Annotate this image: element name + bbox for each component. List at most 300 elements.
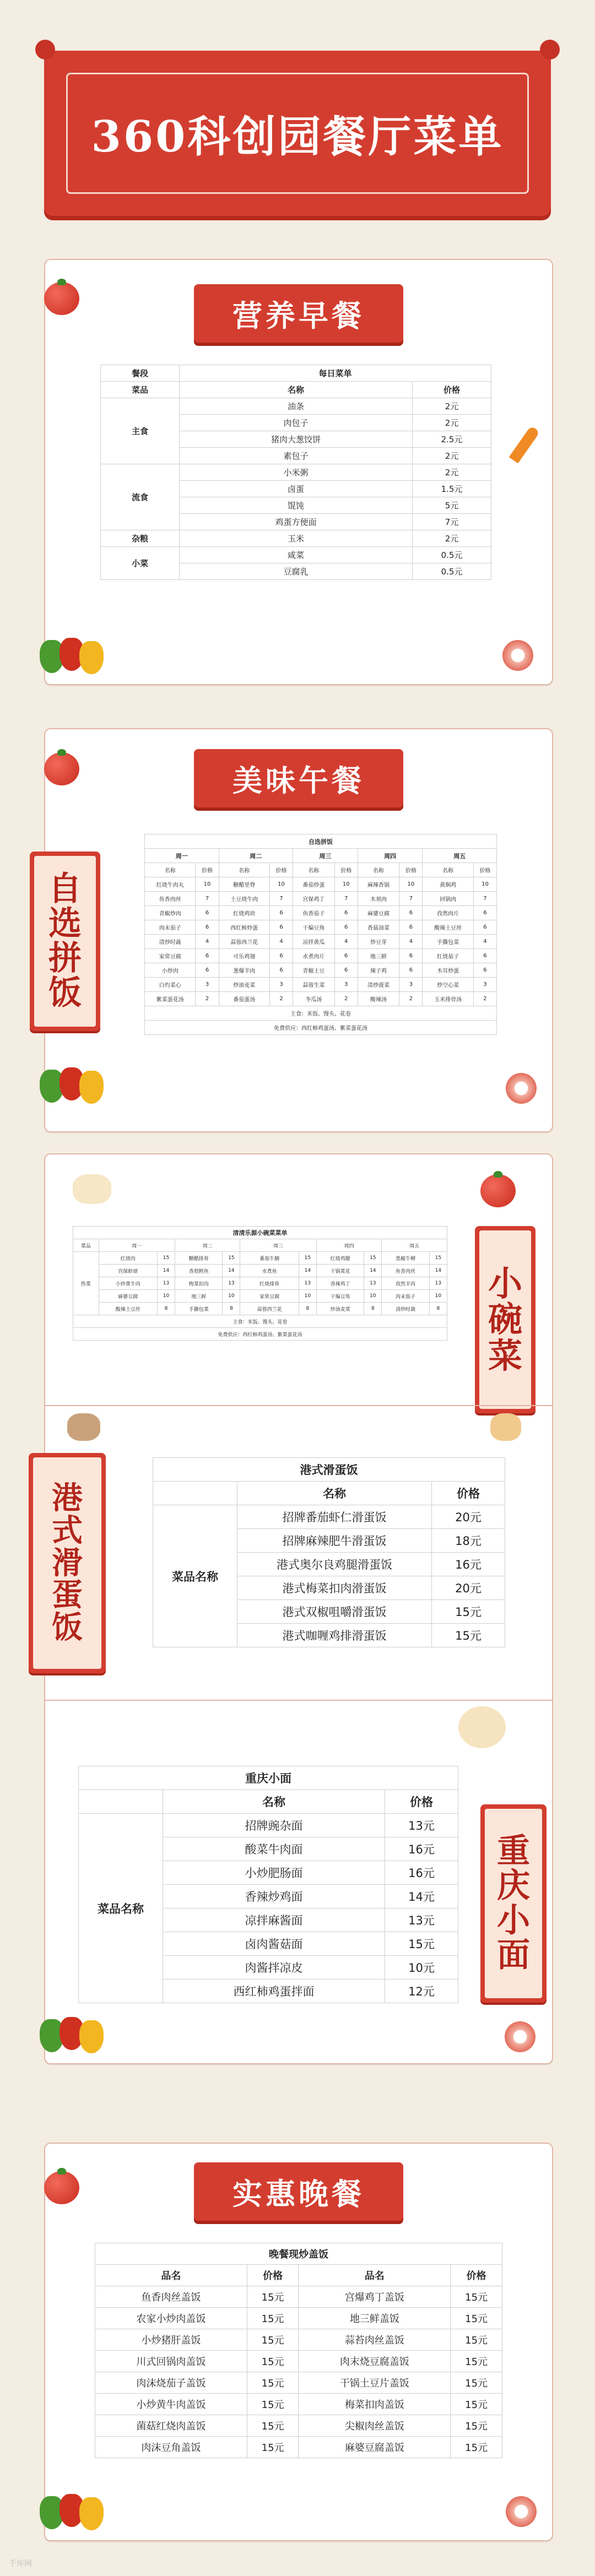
dish-name: 肉末茄子 [382, 1290, 429, 1303]
day-header: 周五 [382, 1239, 447, 1252]
dish-name: 梅菜扣肉盖饭 [299, 2394, 451, 2415]
hk-table [153, 1457, 505, 1647]
dish-name: 红烧茄子 [423, 949, 473, 963]
dish-name: 炒油麦菜 [316, 1303, 364, 1315]
column-header: 名称 [145, 863, 196, 877]
table-row [153, 1505, 505, 1529]
side-label-char: 重 [497, 1832, 530, 1870]
table-row [101, 365, 491, 382]
dish-price: 15元 [247, 2351, 299, 2372]
dish-price: 15元 [247, 2372, 299, 2394]
title-frame [66, 73, 529, 194]
hk-side-label-text [33, 1457, 101, 1669]
side-label-char: 式 [52, 1512, 83, 1549]
dish-name: 番茄牛腩 [240, 1252, 299, 1265]
dish-price: 15 [157, 1252, 175, 1265]
dish-price: 6 [196, 920, 219, 935]
dish-name: 酸菜牛肉面 [163, 1837, 385, 1861]
dish-price: 10 [157, 1290, 175, 1303]
dish-name: 酸辣土豆丝 [423, 920, 473, 935]
table-row [79, 1766, 458, 1790]
tomato-icon [480, 1174, 516, 1207]
side-label-char: 选 [48, 904, 82, 943]
dish-price: 6 [334, 963, 358, 978]
table-row [95, 2394, 502, 2415]
tomato-icon [44, 282, 79, 315]
dish-price: 10元 [385, 1956, 458, 1980]
noodle-icon [458, 1706, 506, 1748]
dish-price: 13元 [385, 1908, 458, 1932]
dish-price: 3 [270, 978, 293, 992]
dish-name: 梅菜扣肉 [175, 1277, 222, 1290]
dish-price: 3 [399, 978, 423, 992]
dish-name: 冬瓜汤 [293, 992, 335, 1006]
dish-price: 15元 [247, 2437, 299, 2458]
dish-name: 蒜蓉西兰花 [240, 1303, 299, 1315]
dish-name: 港式咖喱鸡排滑蛋饭 [237, 1624, 432, 1647]
dish-price: 6 [270, 949, 293, 963]
dish-name: 清炒时蔬 [145, 935, 196, 949]
dinner-banner-text: 实惠晚餐 [232, 2176, 365, 2211]
dish-price: 15元 [432, 1600, 505, 1624]
side-label-char: 碗 [488, 1299, 522, 1340]
table-title: 港式滑蛋饭 [153, 1458, 505, 1482]
dish-name: 红烧鸡腿 [316, 1252, 364, 1265]
dish-price: 8 [223, 1303, 240, 1315]
dish-price: 1.5元 [413, 481, 491, 497]
table-title: 重庆小面 [79, 1766, 458, 1790]
lunch-banner [194, 749, 403, 807]
dish-price: 12元 [385, 1980, 458, 2003]
dish-name: 小炒黄牛肉 [99, 1277, 157, 1290]
dish-price: 10 [270, 877, 293, 892]
dish-price: 0.5元 [413, 547, 491, 563]
table-row [95, 2308, 502, 2329]
dish-price: 15元 [451, 2351, 502, 2372]
side-label-char: 面 [497, 1936, 530, 1975]
dish-price: 8 [429, 1303, 447, 1315]
dish-name: 干煸豆角 [316, 1290, 364, 1303]
dish-price: 18元 [432, 1529, 505, 1553]
dish-price: 10 [196, 877, 219, 892]
category-cell: 流食 [101, 464, 180, 530]
divider [44, 1700, 552, 1701]
dish-name: 红烧鸡块 [219, 906, 269, 920]
ham-icon [502, 640, 533, 671]
dish-name: 葱爆羊肉 [219, 963, 269, 978]
small-bowl-side-label-text [479, 1230, 531, 1409]
dish-name: 孜然羊肉 [382, 1277, 429, 1290]
dish-name: 红烧肉 [99, 1252, 157, 1265]
table-row [101, 382, 491, 398]
dish-name: 炒空心菜 [423, 978, 473, 992]
dish-name: 麻婆豆腐 [358, 906, 399, 920]
table-row [101, 530, 491, 547]
dish-price: 6 [473, 906, 496, 920]
dish-name: 肉末茄子 [145, 920, 196, 935]
dish-price: 2 [270, 992, 293, 1006]
dish-name: 卤肉酱菇面 [163, 1932, 385, 1956]
category-cell: 菜品名称 [153, 1505, 237, 1647]
dish-name: 鱼香肉丝 [145, 892, 196, 906]
dish-price: 6 [399, 920, 423, 935]
table-header: 每日菜单 [180, 365, 491, 382]
dish-price: 4 [334, 935, 358, 949]
dish-name: 豆腐乳 [180, 563, 413, 580]
column-header: 价格 [196, 863, 219, 877]
column-header: 价格 [334, 863, 358, 877]
dish-price: 6 [473, 920, 496, 935]
side-label-char: 自 [48, 870, 82, 908]
dish-price: 14 [364, 1265, 382, 1277]
cq-side-label-text [485, 1809, 542, 1998]
dish-name: 宫爆鸡丁盖饭 [299, 2286, 451, 2308]
table-title: 自选拼饭 [145, 834, 497, 849]
dish-name: 香辣炒鸡面 [163, 1885, 385, 1908]
dish-name: 红烧牛肉丸 [145, 877, 196, 892]
dish-price: 15元 [451, 2394, 502, 2415]
dish-price: 2元 [413, 448, 491, 464]
table-title: 晚餐现炒盖饭 [95, 2243, 502, 2265]
table-row [101, 547, 491, 563]
table-row [145, 834, 497, 849]
day-header: 周二 [175, 1239, 240, 1252]
side-label-char: 滑 [52, 1544, 83, 1581]
dish-price: 6 [270, 906, 293, 920]
dish-name: 宫保鸡丁 [293, 892, 335, 906]
lunch-banner-text: 美味午餐 [232, 762, 365, 798]
dish-price: 6 [334, 906, 358, 920]
dish-name: 玉米排骨汤 [423, 992, 473, 1006]
table-row [145, 978, 497, 992]
table-row [95, 2243, 502, 2265]
dish-name: 卤蛋 [180, 481, 413, 497]
table-row [145, 1021, 497, 1035]
dish-price: 15元 [247, 2415, 299, 2437]
table-row [79, 1814, 458, 1837]
table-row [73, 1328, 447, 1341]
column-header: 名称 [237, 1482, 432, 1505]
dish-price: 2元 [413, 415, 491, 431]
table-row [73, 1303, 447, 1315]
dish-name: 馄饨 [180, 497, 413, 514]
dish-price: 7元 [413, 514, 491, 530]
hk-side-label [29, 1453, 106, 1673]
dish-name: 油条 [180, 398, 413, 415]
small-bowl-table [73, 1226, 447, 1341]
table-row [95, 2286, 502, 2308]
dish-price: 4 [270, 935, 293, 949]
side-label-char: 小 [488, 1263, 522, 1304]
category-cell: 菜品名称 [79, 1814, 163, 2003]
table-row [145, 920, 497, 935]
category-cell: 热菜 [73, 1252, 99, 1315]
tomato-icon [44, 752, 79, 785]
dish-price: 8 [157, 1303, 175, 1315]
breakfast-banner [194, 284, 403, 343]
dish-name: 港式梅菜扣肉滑蛋饭 [237, 1576, 432, 1600]
dish-price: 13元 [385, 1814, 458, 1837]
table-row [95, 2265, 502, 2286]
side-label-char: 蛋 [52, 1577, 83, 1614]
dish-price: 4 [196, 935, 219, 949]
dish-price: 15元 [451, 2308, 502, 2329]
dish-price: 7 [473, 892, 496, 906]
column-header: 价格 [413, 382, 491, 398]
dish-price: 4 [399, 935, 423, 949]
column-header: 名称 [423, 863, 473, 877]
dish-name: 干锅土豆片盖饭 [299, 2372, 451, 2394]
dish-price: 6 [270, 963, 293, 978]
dish-price: 10 [473, 877, 496, 892]
lunch-table [144, 834, 497, 1035]
table-row [95, 2372, 502, 2394]
table-row [79, 1790, 458, 1814]
dish-price: 16元 [385, 1837, 458, 1861]
dish-price: 15元 [385, 1932, 458, 1956]
side-label-char: 拼 [48, 939, 82, 978]
table-row [145, 877, 497, 892]
column-header: 菜品 [101, 382, 180, 398]
yellow-pepper-icon [79, 2020, 104, 2053]
dish-name: 黑椒牛柳 [382, 1252, 429, 1265]
table-row [73, 1239, 447, 1252]
category-cell: 小菜 [101, 547, 180, 580]
column-header: 价格 [399, 863, 423, 877]
dish-price: 14 [429, 1265, 447, 1277]
dish-price: 15元 [247, 2308, 299, 2329]
day-header: 周三 [293, 849, 358, 863]
day-header: 周二 [219, 849, 293, 863]
table-row [153, 1458, 505, 1482]
dish-price: 15元 [451, 2437, 502, 2458]
dish-name: 地三鲜盖饭 [299, 2308, 451, 2329]
dish-price: 6 [334, 920, 358, 935]
dish-price: 15元 [451, 2372, 502, 2394]
ham-icon [506, 2496, 537, 2527]
column-header: 名称 [293, 863, 335, 877]
dish-price: 13 [364, 1277, 382, 1290]
dinner-table [95, 2243, 502, 2458]
bowl-icon [73, 1174, 111, 1204]
dish-name: 水煮肉片 [293, 949, 335, 963]
footnote: 免费供应：西红柿鸡蛋汤、紫菜蛋花汤 [145, 1021, 497, 1035]
dish-name: 川式回锅肉盖饭 [95, 2351, 247, 2372]
dish-price: 20元 [432, 1505, 505, 1529]
dish-name: 干煸豆角 [293, 920, 335, 935]
dish-name: 土豆烧牛肉 [219, 892, 269, 906]
dish-name: 素包子 [180, 448, 413, 464]
day-header: 周五 [423, 849, 497, 863]
table-row [73, 1290, 447, 1303]
dish-price: 15 [429, 1252, 447, 1265]
dish-name: 酸辣土豆丝 [99, 1303, 157, 1315]
dish-price: 6 [399, 963, 423, 978]
table-row [73, 1277, 447, 1290]
dish-price: 14 [223, 1265, 240, 1277]
dish-price: 2元 [413, 398, 491, 415]
dish-price: 6 [473, 963, 496, 978]
dish-price: 0.5元 [413, 563, 491, 580]
dish-price: 15 [299, 1252, 316, 1265]
side-label-char: 饭 [48, 974, 82, 1012]
dish-name: 肉沫烧茄子盖饭 [95, 2372, 247, 2394]
dish-price: 13 [429, 1277, 447, 1290]
dish-name: 炒豆芽 [358, 935, 399, 949]
dish-name: 蒜蓉西兰花 [219, 935, 269, 949]
dish-price: 15元 [451, 2415, 502, 2437]
dish-name: 清炒时蔬 [382, 1303, 429, 1315]
dish-name: 干锅菜花 [316, 1265, 364, 1277]
dish-price: 7 [196, 892, 219, 906]
table-title: 清清乐源小碗菜菜单 [73, 1227, 447, 1239]
divider [44, 1405, 552, 1406]
category-cell: 杂粮 [101, 530, 180, 547]
dish-name: 孜然肉片 [423, 906, 473, 920]
table-row [101, 464, 491, 481]
dish-name: 紫菜蛋花汤 [145, 992, 196, 1006]
dish-name: 小米粥 [180, 464, 413, 481]
dish-name: 蒜苔肉丝盖饭 [299, 2329, 451, 2351]
blank-cell [79, 1790, 163, 1814]
dish-name: 招牌豌杂面 [163, 1814, 385, 1837]
dish-name: 肉酱拌凉皮 [163, 1956, 385, 1980]
dish-name: 麻婆豆腐 [99, 1290, 157, 1303]
dish-name: 宫保虾球 [99, 1265, 157, 1277]
breakfast-table [100, 365, 491, 580]
ham-icon [506, 1073, 537, 1104]
dish-price: 3 [196, 978, 219, 992]
side-label-char: 饭 [52, 1609, 83, 1646]
dish-name: 蒜蓉生菜 [293, 978, 335, 992]
dish-price: 6 [196, 949, 219, 963]
dish-price: 2 [196, 992, 219, 1006]
column-header: 品名 [299, 2265, 451, 2286]
dish-price: 3 [334, 978, 358, 992]
footnote: 免费供应：西红柿鸡蛋汤、紫菜蛋花汤 [73, 1328, 447, 1341]
column-header: 价格 [385, 1790, 458, 1814]
dish-name: 白灼菜心 [145, 978, 196, 992]
table-row [145, 949, 497, 963]
dinner-card [44, 2143, 553, 2541]
dish-price: 6 [196, 963, 219, 978]
dish-price: 10 [429, 1290, 447, 1303]
dish-name: 糖醋里脊 [219, 877, 269, 892]
dinner-banner [194, 2162, 403, 2221]
dish-name: 农家小炒肉盖饭 [95, 2308, 247, 2329]
dish-price: 15元 [247, 2286, 299, 2308]
table-row [73, 1227, 447, 1239]
cq-table [78, 1766, 458, 2003]
dish-name: 西红柿炒蛋 [219, 920, 269, 935]
dish-price: 2 [473, 992, 496, 1006]
dish-name: 红烧排骨 [240, 1277, 299, 1290]
cq-side-label [480, 1804, 547, 2003]
dish-name: 麻辣香锅 [358, 877, 399, 892]
dish-price: 10 [223, 1290, 240, 1303]
dish-name: 鱼香肉丝 [382, 1265, 429, 1277]
dish-price: 15 [364, 1252, 382, 1265]
dish-price: 5元 [413, 497, 491, 514]
blank-cell [153, 1482, 237, 1505]
dish-price: 13 [223, 1277, 240, 1290]
dish-name: 招牌麻辣肥牛滑蛋饭 [237, 1529, 432, 1553]
table-row [145, 935, 497, 949]
table-row [95, 2351, 502, 2372]
dish-name: 番茄蛋汤 [219, 992, 269, 1006]
dish-price: 14元 [385, 1885, 458, 1908]
small-bowl-card [44, 1153, 553, 2064]
dish-price: 8 [299, 1303, 316, 1315]
column-header: 名称 [219, 863, 269, 877]
day-header: 周一 [99, 1239, 175, 1252]
dish-name: 凉拌黄瓜 [293, 935, 335, 949]
yellow-pepper-icon [79, 641, 104, 674]
yellow-pepper-icon [79, 1071, 104, 1104]
table-row [73, 1252, 447, 1265]
table-row [145, 992, 497, 1006]
dish-name: 麻婆豆腐盖饭 [299, 2437, 451, 2458]
dish-name: 手撕包菜 [423, 935, 473, 949]
ham-icon [505, 2021, 536, 2052]
dish-name: 糖醋排骨 [175, 1252, 222, 1265]
dish-name: 家常豆腐 [145, 949, 196, 963]
table-row [145, 849, 497, 863]
dish-name: 肉包子 [180, 415, 413, 431]
dish-price: 15元 [451, 2286, 502, 2308]
column-header: 价格 [473, 863, 496, 877]
dish-name: 鱼香肉丝盖饭 [95, 2286, 247, 2308]
table-row [95, 2437, 502, 2458]
table-row [95, 2415, 502, 2437]
dish-name: 尖椒肉丝盖饭 [299, 2415, 451, 2437]
dish-name: 辣子鸡 [358, 963, 399, 978]
small-bowl-side-label [475, 1226, 536, 1413]
dish-price: 10 [399, 877, 423, 892]
dish-name: 酸辣汤 [358, 992, 399, 1006]
dish-name: 番茄炒蛋 [293, 877, 335, 892]
dish-name: 炒油麦菜 [219, 978, 269, 992]
carrot-icon [509, 426, 540, 464]
dish-price: 2元 [413, 464, 491, 481]
dish-name: 回锅肉 [423, 892, 473, 906]
dish-price: 6 [473, 949, 496, 963]
column-header: 价格 [432, 1482, 505, 1505]
dish-name: 家常豆腐 [240, 1290, 299, 1303]
column-header: 价格 [270, 863, 293, 877]
dish-price: 6 [334, 949, 358, 963]
dish-name: 小炒肥肠面 [163, 1861, 385, 1885]
dish-price: 15元 [432, 1624, 505, 1647]
column-header: 名称 [358, 863, 399, 877]
dish-price: 13 [299, 1277, 316, 1290]
breakfast-banner-text: 营养早餐 [232, 297, 365, 333]
dish-name: 鸡蛋方便面 [180, 514, 413, 530]
dish-name: 鱼香茄子 [293, 906, 335, 920]
watermark: 千库网 [9, 2559, 32, 2568]
dish-price: 10 [334, 877, 358, 892]
table-row [145, 1006, 497, 1021]
dish-name: 地三鲜 [358, 949, 399, 963]
title-banner [44, 51, 551, 216]
pot-icon [490, 1413, 521, 1441]
dish-name: 小炒肉 [145, 963, 196, 978]
column-header: 名称 [180, 382, 413, 398]
column-header: 价格 [451, 2265, 502, 2286]
dish-price: 15元 [247, 2394, 299, 2415]
day-header: 周一 [145, 849, 219, 863]
column-header: 名称 [163, 1790, 385, 1814]
